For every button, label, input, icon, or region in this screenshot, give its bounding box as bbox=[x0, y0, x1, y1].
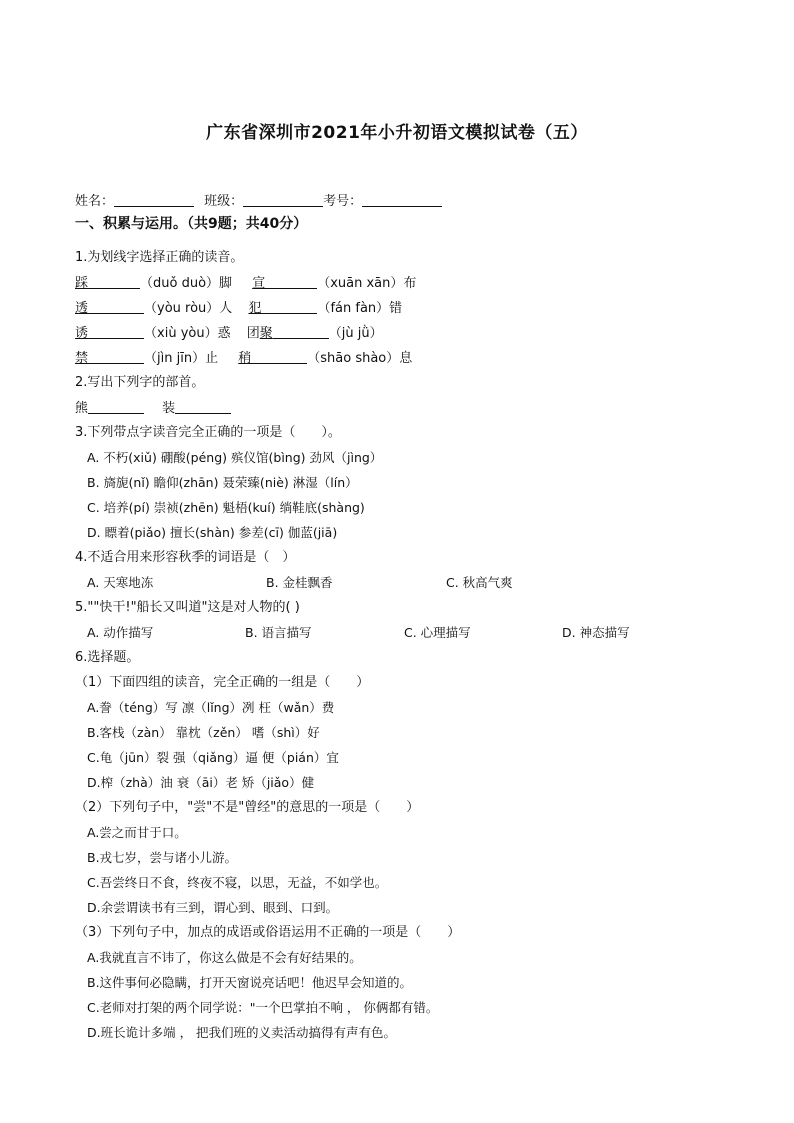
q1-row-2 bbox=[75, 299, 402, 318]
pinyin-choice: （xiù yòu） bbox=[144, 326, 218, 341]
class-label: 班级： bbox=[204, 194, 244, 209]
option-b[interactable]: B. 旖旎(nǐ) 瞻仰(zhān) 聂荣臻(niè) 淋湿（lín） bbox=[87, 475, 358, 490]
q1-word-rest: 惑 bbox=[217, 326, 231, 341]
q1-word-rest: 人 bbox=[219, 301, 233, 316]
q1-row-4 bbox=[75, 349, 412, 368]
option-b[interactable]: B.戎七岁，尝与诸小儿游。 bbox=[87, 850, 238, 865]
q1-char: 禁 bbox=[75, 351, 89, 366]
option-d[interactable]: D.班长诡计多端 ， 把我们班的义卖活动搞得有声有色。 bbox=[87, 1025, 397, 1040]
pinyin-choice: （xuān xān） bbox=[317, 276, 404, 291]
page-title: 广东省深圳市2021年小升初语文模拟试卷（五） bbox=[206, 123, 588, 143]
option-a[interactable]: A.尝之而甘于口。 bbox=[87, 825, 187, 840]
option-b[interactable]: B.客栈（zàn） 靠枕（zěn） 嗜（shì）好 bbox=[87, 725, 320, 740]
q1-word-rest: 息 bbox=[399, 351, 413, 366]
q1-char: 踩 bbox=[75, 276, 89, 291]
option-c[interactable]: C.龟（jūn）裂 强（qiǎng）逼 便（pián）宜 bbox=[87, 750, 339, 765]
answer-blank[interactable] bbox=[88, 349, 144, 364]
number-label: 考号： bbox=[323, 194, 363, 209]
option-a[interactable]: A.誊（téng）写 凛（lǐng）冽 枉（wǎn）费 bbox=[87, 700, 335, 715]
q1-word-rest: 止 bbox=[205, 351, 219, 366]
answer-blank[interactable] bbox=[265, 274, 317, 289]
question-4: 4.不适合用来形容秋季的词语是（ ） bbox=[75, 550, 296, 565]
answer-blank[interactable] bbox=[88, 274, 140, 289]
pinyin-choice: （shāo shào） bbox=[307, 351, 400, 366]
q1-char: 宣 bbox=[252, 276, 266, 291]
q1-word-rest: 布 bbox=[403, 276, 417, 291]
option-c[interactable]: C.老师对打架的两个同学说："一个巴掌拍不响 ， 你俩都有错。 bbox=[87, 1000, 439, 1015]
option-a[interactable]: A. 不朽(xiǔ) 硼酸(péng) 殡仪馆(bìng) 劲风（jìng） bbox=[87, 450, 383, 465]
question-6: 6.选择题。 bbox=[75, 650, 140, 665]
question-6-1: （1）下面四组的读音，完全正确的一组是（ ） bbox=[75, 675, 370, 690]
q1-row-1 bbox=[75, 274, 416, 293]
answer-blank[interactable] bbox=[88, 299, 144, 314]
q2-char: 熊 bbox=[75, 401, 89, 416]
option-c[interactable]: C.吾尝终日不食，终夜不寝，以思，无益，不如学也。 bbox=[87, 875, 388, 890]
section-heading: 一、积累与运用。（共9题；共40分） bbox=[75, 216, 308, 232]
pinyin-choice: （jìn jīn） bbox=[144, 351, 206, 366]
option-b[interactable]: B.这件事何必隐瞒，打开天窗说亮话吧！他迟早会知道的。 bbox=[87, 975, 413, 990]
answer-blank[interactable] bbox=[273, 324, 329, 339]
option-c[interactable]: C. 培养(pí) 崇祯(zhēn) 魁梧(kuí) 绱鞋底(shàng) bbox=[87, 500, 365, 515]
question-2: 2.写出下列字的部首。 bbox=[75, 375, 205, 390]
pinyin-choice: （fán fàn） bbox=[317, 301, 390, 316]
option-a[interactable]: A. 天寒地冻 bbox=[87, 575, 154, 590]
class-blank[interactable] bbox=[243, 192, 323, 207]
q1-word-prefix: 团 bbox=[246, 326, 260, 341]
option-d[interactable]: D.余尝谓读书有三到，谓心到、眼到、口到。 bbox=[87, 900, 339, 915]
pinyin-choice: （jù jǜ） bbox=[328, 326, 383, 341]
option-c[interactable]: C. 心理描写 bbox=[404, 625, 471, 640]
question-6-2: （2）下列句子中，"尝"不是"曾经"的意思的一项是（ ） bbox=[75, 800, 420, 815]
option-b[interactable]: B. 金桂飘香 bbox=[266, 575, 333, 590]
student-info bbox=[75, 192, 442, 211]
answer-blank[interactable] bbox=[175, 399, 231, 414]
number-blank[interactable] bbox=[362, 192, 442, 207]
question-6-3: （3）下列句子中，加点的成语或俗语运用不正确的一项是（ ） bbox=[75, 925, 461, 940]
question-3: 3.下列带点字读音完全正确的一项是（ ）。 bbox=[75, 425, 341, 440]
option-a[interactable]: A. 动作描写 bbox=[87, 625, 154, 640]
answer-blank[interactable] bbox=[88, 399, 144, 414]
name-blank[interactable] bbox=[114, 192, 194, 207]
option-a[interactable]: A.我就直言不讳了，你这么做是不会有好结果的。 bbox=[87, 950, 362, 965]
pinyin-choice: （yòu ròu） bbox=[144, 301, 220, 316]
name-label: 姓名： bbox=[75, 194, 115, 209]
pinyin-choice: （duǒ duò） bbox=[140, 276, 220, 291]
option-c[interactable]: C. 秋高气爽 bbox=[446, 575, 513, 590]
answer-blank[interactable] bbox=[251, 349, 307, 364]
q1-char: 透 bbox=[75, 301, 89, 316]
q1-char: 诱 bbox=[75, 326, 89, 341]
q2-row bbox=[75, 399, 231, 418]
q2-char: 装 bbox=[162, 401, 176, 416]
q1-char: 稍 bbox=[238, 351, 252, 366]
question-1: 1.为划线字选择正确的读音。 bbox=[75, 250, 244, 265]
option-d[interactable]: D.榨（zhà）油 衰（āi）老 矫（jiǎo）健 bbox=[87, 775, 315, 790]
q1-char: 犯 bbox=[248, 301, 262, 316]
question-5: 5.""快干!"船长又叫道"这是对人物的( ) bbox=[75, 600, 300, 615]
q1-char: 聚 bbox=[259, 326, 273, 341]
answer-blank[interactable] bbox=[261, 299, 317, 314]
option-b[interactable]: B. 语言描写 bbox=[245, 625, 312, 640]
q1-word-rest: 错 bbox=[389, 301, 403, 316]
q1-row-3 bbox=[75, 324, 383, 343]
answer-blank[interactable] bbox=[88, 324, 144, 339]
option-d[interactable]: D. 瞟着(piǎo) 擅长(shàn) 参差(cī) 伽蓝(jiā) bbox=[87, 525, 338, 540]
option-d[interactable]: D. 神态描写 bbox=[562, 625, 630, 640]
q1-word-rest: 脚 bbox=[219, 276, 233, 291]
